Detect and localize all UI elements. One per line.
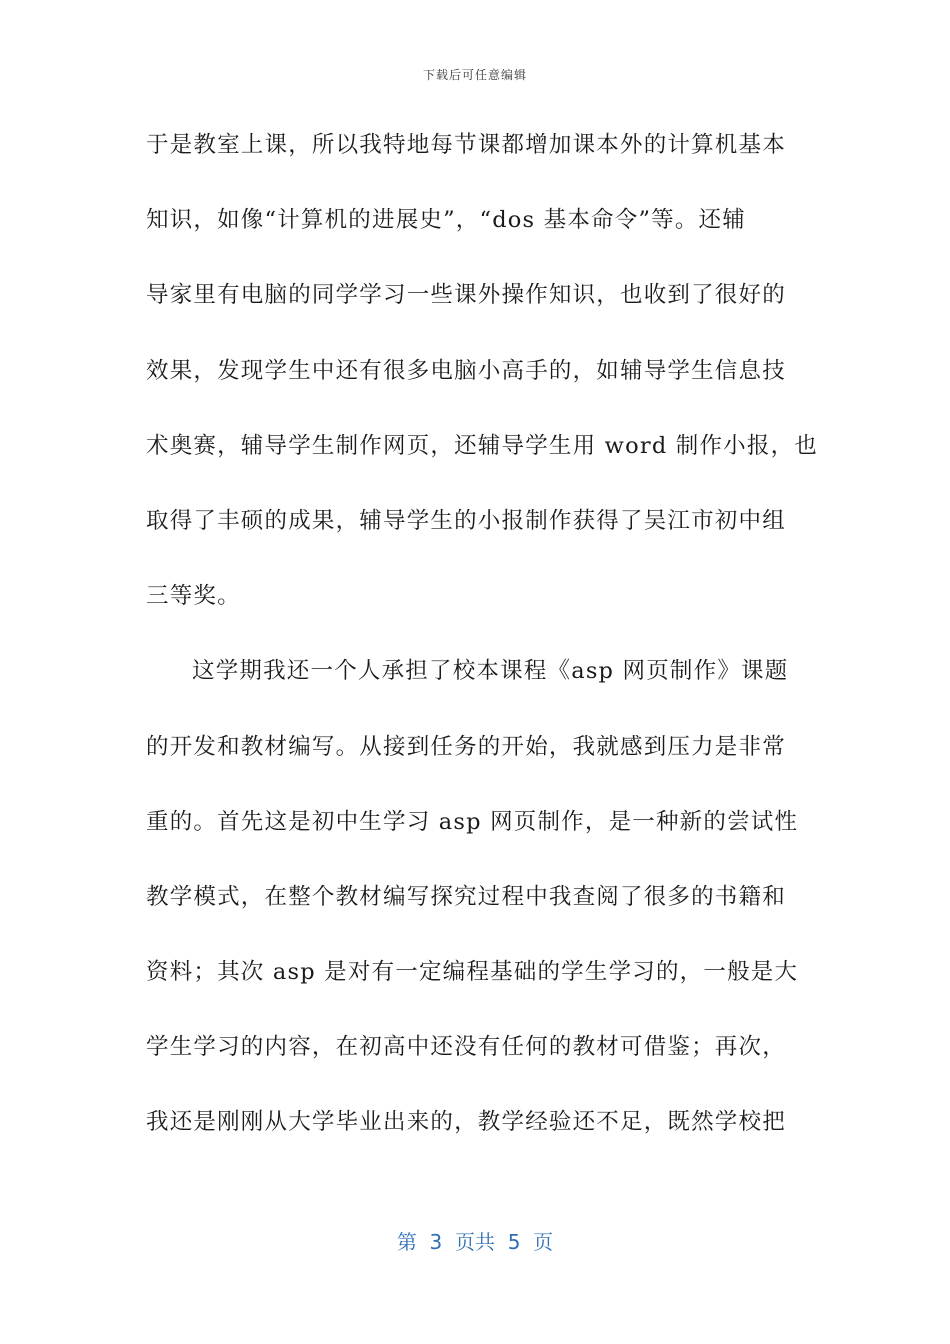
text-line: 重的。首先这是初中生学习 asp 网页制作，是一种新的尝试性	[146, 808, 799, 835]
text-line: 学生学习的内容，在初高中还没有任何的教材可借鉴；再次，	[146, 1034, 786, 1061]
text-line: 效果，发现学生中还有很多电脑小高手的，如辅导学生信息技	[146, 357, 786, 384]
page-header: 下载后可任意编辑	[422, 68, 527, 82]
text-line: 我还是刚刚从大学毕业出来的，教学经验还不足，既然学校把	[146, 1109, 786, 1136]
text-line: 三等奖。	[146, 583, 241, 610]
document-body	[146, 120, 818, 1173]
text-line: 资料；其次 asp 是对有一定编程基础的学生学习的，一般是大	[146, 959, 799, 986]
paragraph-start-line: 这学期我还一个人承担了校本课程《asp 网页制作》课题	[192, 658, 789, 685]
text-line: 教学模式，在整个教材编写探究过程中我查阅了很多的书籍和	[146, 883, 786, 910]
text-line: 的开发和教材编写。从接到任务的开始，我就感到压力是非常	[146, 733, 786, 760]
page-number-footer: 第 3 页共 5 页	[396, 1230, 554, 1254]
text-line: 于是教室上课，所以我特地每节课都增加课本外的计算机基本	[146, 132, 786, 158]
text-line: 取得了丰硕的成果，辅导学生的小报制作获得了吴江市初中组	[146, 507, 786, 534]
text-line: 术奥赛，辅导学生制作网页，还辅导学生用 word 制作小报，也	[146, 432, 818, 459]
text-line: 知识，如像“计算机的进展史”，“dos 基本命令”等。还辅	[146, 207, 746, 234]
text-line: 导家里有电脑的同学学习一些课外操作知识，也收到了很好的	[146, 282, 786, 309]
